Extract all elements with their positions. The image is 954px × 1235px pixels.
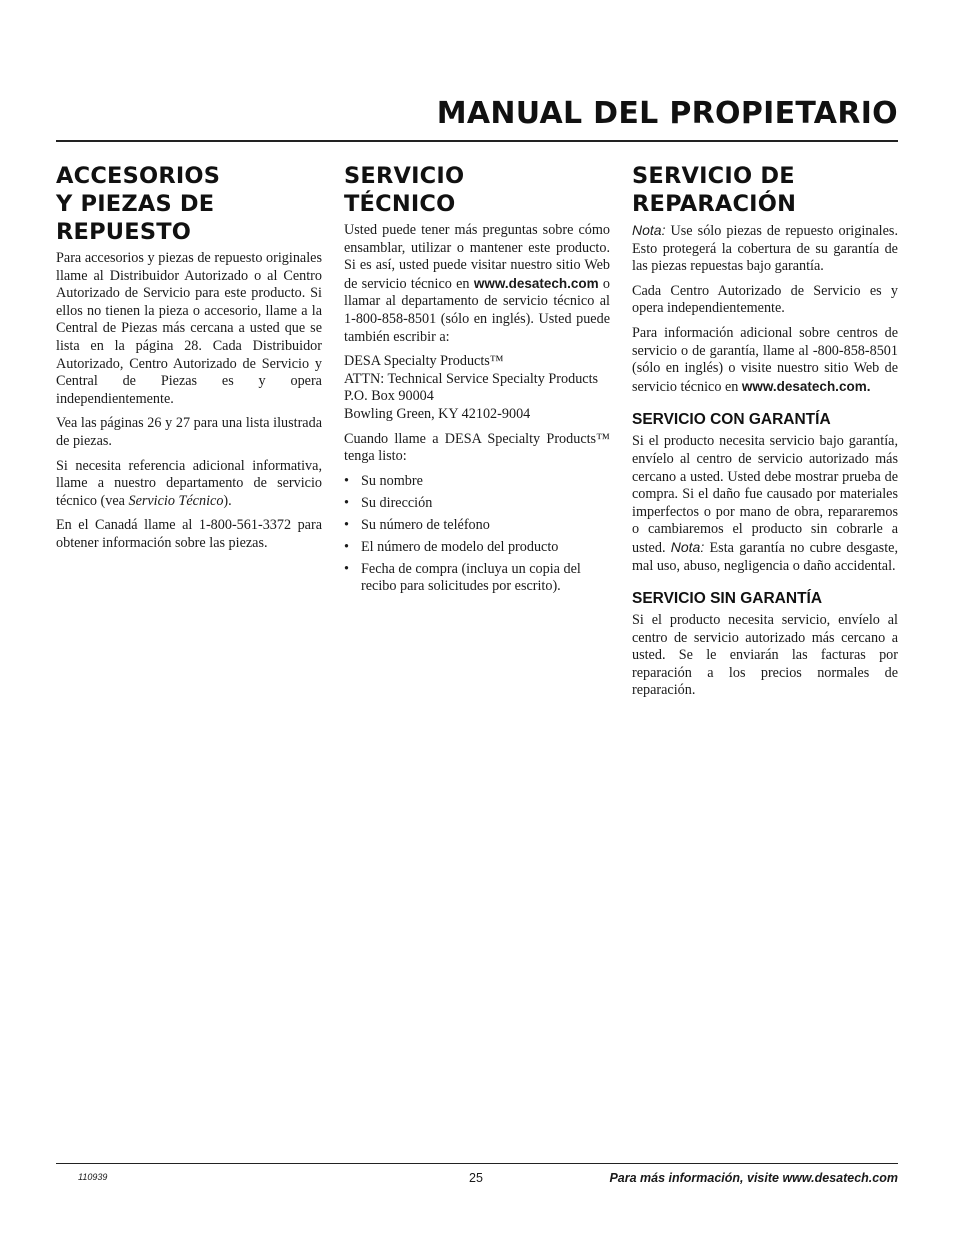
section-heading-accesorios <box>56 162 322 246</box>
paragraph: Cada Centro Autorizado de Servicio es y opera independientemente. <box>632 282 898 317</box>
text: o llamar al departamento de servicio técnico al 1-800-858-8501 (sólo en inglés). Usted puede también escribir a: <box>344 275 611 345</box>
paragraph: Para accesorios y piezas de repuesto originales llame al Distribuidor Autorizado o al Centro Autorizado de Servicio para este producto. Si ellos no tienen la pieza o accesorio, llame a la Central de Piezas más cercana a usted que se lista en la página 28. Cada Distribuidor Autorizado, Centro Autorizado de Servicio y Central de Piezas es y opera independientemente. <box>56 250 322 407</box>
list-item-text: Fecha de compra (incluya un copia del recibo para solicitudes por escrito). <box>361 560 581 595</box>
section-heading-servicio-reparacion <box>632 162 898 218</box>
website-link[interactable]: www.desatech.com <box>473 275 599 291</box>
heading-line: SERVICIO DE <box>632 163 795 189</box>
address-line: ATTN: Technical Service Specialty Products <box>344 370 599 387</box>
subheading-sin-garantia: SERVICIO SIN GARANTÍA <box>632 590 823 608</box>
page-number: 25 <box>469 1171 483 1185</box>
list-item <box>344 539 610 557</box>
cross-reference: Servicio Técnico <box>128 492 224 509</box>
address-line: DESA Specialty Products™ <box>344 353 504 370</box>
list-item <box>344 495 610 513</box>
paragraph: En el Canadá llame al 1-800-561-3372 para obtener información sobre las piezas. <box>56 517 322 551</box>
text: Si el producto necesita servicio bajo garantía, envíelo al centro de servicio autorizado más cercano a usted. Usted debe mostrar prueba de compra. Si el daño fue causado por materiales imperfectos o por mano de obra, repararemos o cambiaremos el producto sin cobrarle a usted. <box>632 433 898 556</box>
bullet-icon: • <box>344 472 349 489</box>
list-item-text: Su número de teléfono <box>361 516 490 533</box>
heading-line: Y PIEZAS DE <box>56 191 215 217</box>
bullet-icon: • <box>344 538 349 555</box>
paragraph: Si el producto necesita servicio, envíelo al centro de servicio autorizado más cercano a usted. Se le enviarán las facturas por reparación a los precios normales de reparación. <box>632 612 898 699</box>
list-item-text: Su dirección <box>361 494 433 511</box>
text: Esta garantía no cubre desgaste, mal uso, abuso, negligencia o daño accidental. <box>632 539 898 574</box>
heading-line: TÉCNICO <box>344 191 456 217</box>
list-item-text: Su nombre <box>361 472 423 489</box>
checklist <box>344 473 610 596</box>
list-item-text: El número de modelo del producto <box>361 538 559 555</box>
mailing-address <box>344 353 610 423</box>
paragraph: Cuando llame a DESA Specialty Products™ tenga listo: <box>344 430 610 465</box>
note-label: Nota: <box>670 538 705 555</box>
subheading-con-garantia: SERVICIO CON GARANTÍA <box>632 411 831 429</box>
note-label: Nota: <box>632 222 666 238</box>
heading-line: REPUESTO <box>56 219 192 245</box>
text: Para información adicional sobre centros de servicio o de garantía, llame al -800-858-8501 (sólo en inglés) o visite nuestro sitio Web de servicio técnico en <box>632 324 898 395</box>
paragraph <box>632 222 898 276</box>
address-line: Bowling Green, KY 42102-9004 <box>344 405 531 422</box>
paragraph <box>344 222 610 346</box>
text: Use sólo piezas de repuesto originales. Esto protegerá la cobertura de su garantía de las piezas repuestas bajo garantía. <box>632 223 898 275</box>
column-accesorios <box>56 162 322 560</box>
bullet-icon: • <box>344 560 349 577</box>
bullet-icon: • <box>344 516 349 533</box>
document-code: 110939 <box>78 1172 108 1182</box>
column-servicio-reparacion <box>632 162 898 707</box>
bullet-icon: • <box>344 494 349 511</box>
heading-line: SERVICIO <box>344 163 465 189</box>
website-link[interactable]: www.desatech.com. <box>741 378 871 394</box>
text: ). <box>223 492 232 509</box>
list-item <box>344 473 610 491</box>
list-item <box>344 561 610 596</box>
heading-line: REPARACIÓN <box>632 191 797 217</box>
header-rule <box>56 140 898 142</box>
paragraph <box>632 325 898 396</box>
column-servicio-tecnico <box>344 162 610 600</box>
list-item <box>344 517 610 535</box>
section-heading-servicio-tecnico <box>344 162 610 218</box>
heading-line: ACCESORIOS <box>56 163 221 189</box>
paragraph <box>56 458 322 511</box>
paragraph: Vea las páginas 26 y 27 para una lista ilustrada de piezas. <box>56 415 322 449</box>
footer-note: Para más información, visite www.desatech.com <box>609 1171 898 1185</box>
page-title: MANUAL DEL PROPIETARIO <box>436 96 898 131</box>
text: Si necesita referencia adicional informativa, llame a nuestro departamento de servicio técnico (vea <box>56 457 322 509</box>
text: Usted puede tener más preguntas sobre cómo ensamblar, utilizar o mantener este producto. Si es así, usted puede visitar nuestro sitio Web de servicio técnico en <box>344 222 610 292</box>
paragraph <box>632 433 898 575</box>
footer-rule <box>56 1163 898 1164</box>
address-line: P.O. Box 90004 <box>344 388 434 405</box>
